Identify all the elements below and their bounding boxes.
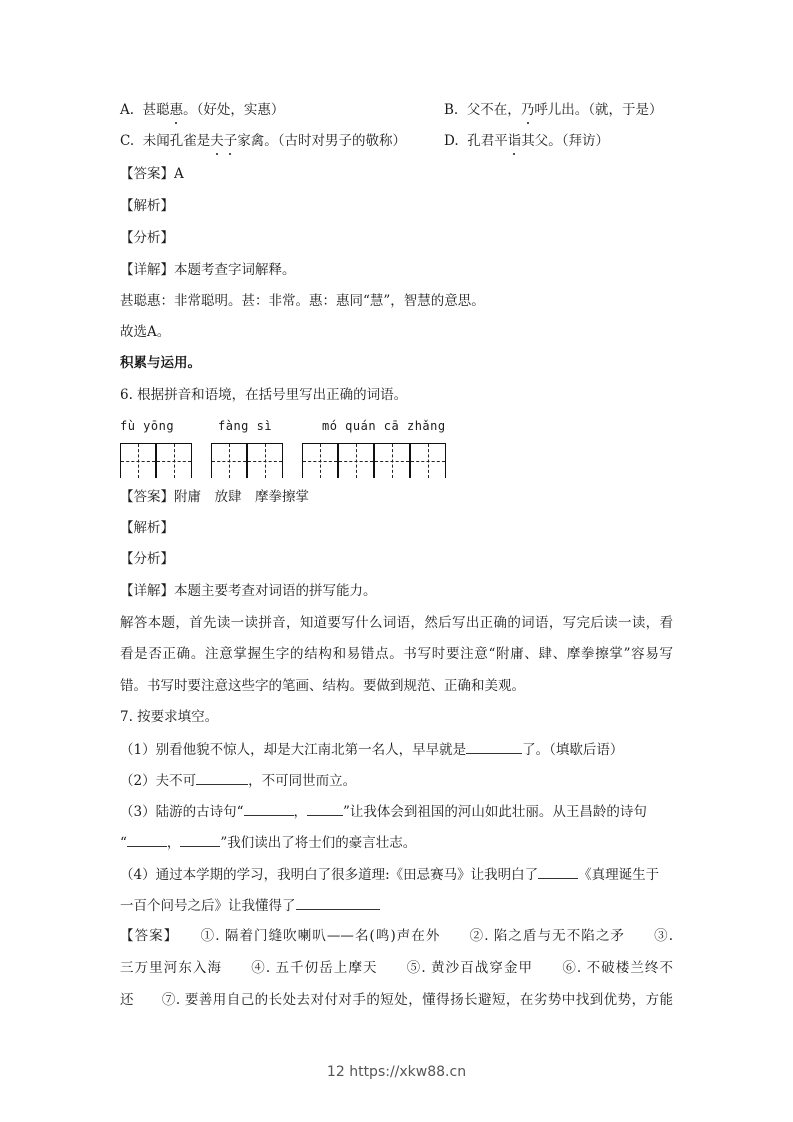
emphasized-char: 夫 [210,133,224,149]
pinyin-3: mó quán cā zhǎng [322,419,446,433]
fill-blank[interactable] [307,801,343,816]
q7-item-4-cont [120,895,380,915]
q7-item-3 [120,801,647,821]
option-b [444,101,663,119]
item-text: ，不可同世而立。 [248,773,357,789]
fill-blank[interactable] [127,832,167,847]
q7-question: 7. 按要求填空。 [120,709,219,725]
option-gloss: 其父。（拜访） [521,133,609,149]
q6-explanation-line-1: 解答本题，首先读一读拼音，知道要写什么词语，然后写出正确的词语，写完后读一读，看 [120,615,673,631]
q5-fenxi-heading: 【分析】 [120,230,174,246]
item-text: ， [166,835,181,851]
fill-blank[interactable] [244,801,294,816]
emphasized-char: 诣 [507,133,522,149]
writing-grid-2[interactable] [211,443,283,477]
fill-blank[interactable] [466,739,522,754]
q7-item-2 [120,770,356,790]
fill-blank[interactable] [180,832,220,847]
option-c [120,132,406,150]
option-text: 甚聪 [142,102,170,118]
item-text: （1）别看他貌不惊人，却是大江南北第一名人，早早就是 [120,742,467,758]
grid-cell[interactable] [302,443,337,478]
q5-conclusion: 故选A。 [120,324,171,340]
option-d [444,132,609,150]
page-number: 12 [326,1064,345,1080]
item-text: 一百个问号之后》让我懂得了 [120,898,296,914]
grid-cell[interactable] [337,443,373,478]
grid-cell[interactable] [409,443,446,478]
item-text: 《真理诞生于 [578,867,660,883]
emphasized-char: 惠 [169,102,184,118]
grid-cell[interactable] [120,443,155,478]
pinyin-1: fù yōng [120,419,175,433]
fill-blank[interactable] [196,770,248,785]
q5-xiangjie: 【详解】本题考查字词解释。 [120,262,296,278]
grid-cell[interactable] [373,443,409,478]
fill-blank[interactable] [538,864,578,879]
item-text: “ [120,835,127,851]
q5-jiexi-heading: 【解析】 [120,198,174,214]
item-text: ”让我体会到祖国的河山如此壮丽。从王昌龄的诗句 [343,804,647,820]
emphasized-char: 子 [223,133,238,149]
q7-item-3-cont [120,832,416,852]
option-a [120,101,284,119]
grid-cell[interactable] [211,443,246,478]
grid-cell[interactable] [155,443,192,478]
item-text: ”我们读出了将士们的豪言壮志。 [220,835,417,851]
item-text: 了。（填歇后语） [522,742,624,758]
q6-xiangjie: 【详解】本题主要考查对词语的拼写能力。 [120,583,377,599]
q7-item-4 [120,864,659,884]
option-label: C. [120,133,135,149]
q6-explanation-line-2: 看是否正确。注意掌握生字的结构和易错点。书写时要注意“附庸、肆、摩拳擦掌”容易写 [120,646,673,662]
q5-explanation: 甚聪惠：非常聪明。甚：非常。惠：惠同“慧”，智慧的意思。 [120,293,485,309]
footer-url[interactable]: https://xkw88.cn [349,1064,467,1080]
pinyin-2: fàng sì [218,419,273,433]
option-label: D. [444,133,459,149]
q7-answer-line-1: 【答案】 ①. 隔着门缝吹喇叭——名(鸣)声在外 ②. 陷之盾与无不陷之矛 ③. [120,928,673,944]
option-label: B. [444,102,459,118]
grid-cell[interactable] [246,443,283,478]
option-gloss: 呼儿出。（就，于是） [534,102,663,118]
option-text: 孔君平 [467,133,508,149]
item-text: （3）陆游的古诗句“ [120,804,244,820]
q6-fenxi-heading: 【分析】 [120,551,174,567]
writing-grid-3[interactable] [302,443,446,477]
emphasized-char: 乃 [520,102,535,118]
writing-grid-1[interactable] [120,443,192,477]
option-text: 父不在， [466,102,521,118]
q6-answer: 【答案】附庸 放肆 摩拳擦掌 [120,489,309,505]
q6-jiexi-heading: 【解析】 [120,520,174,536]
page-footer [0,1064,793,1080]
item-text: （2）夫不可 [120,773,197,789]
option-gloss: 。（好处，实惠） [183,102,285,118]
option-gloss: 家禽。（古时对男子的敬称） [237,133,406,149]
q7-item-1 [120,739,623,759]
q5-answer: 【答案】A [120,166,184,182]
item-text: （4）通过本学期的学习，我明白了很多道理:《田忌赛马》让我明白了 [120,867,539,883]
fill-blank[interactable] [296,895,380,910]
item-text: ， [293,804,307,820]
option-text: 未闻孔雀是 [142,133,211,149]
q6-explanation-line-3: 错。书写时要注意这些字的笔画、结构。要做到规范、正确和美观。 [120,678,525,694]
section-title: 积累与运用。 [120,355,201,371]
option-label: A. [120,102,135,118]
q7-answer-line-3: 还 ⑦. 要善用自己的长处去对付对手的短处，懂得扬长避短，在劣势中找到优势，方能 [120,992,673,1008]
q6-question: 6. 根据拼音和语境，在括号里写出正确的词语。 [120,387,408,403]
q7-answer-line-2: 三万里河东入海 ④. 五千仞岳上摩天 ⑤. 黄沙百战穿金甲 ⑥. 不破楼兰终不 [120,960,673,976]
